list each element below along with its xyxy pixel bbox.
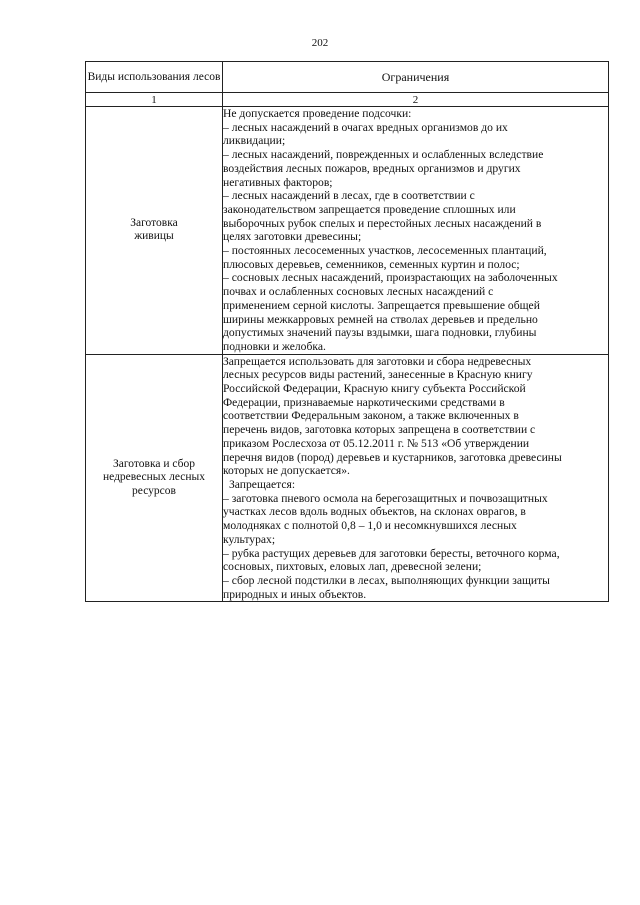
text-line: молодняках с полнотой 0,8 – 1,0 и несомкнувшихся лесных xyxy=(223,519,517,533)
row-label-resin-harvesting xyxy=(86,107,223,355)
text-line: Запрещается использовать для заготовки и сбора недревесных xyxy=(223,354,532,368)
text-line: целях заготовки древесины; xyxy=(223,230,362,244)
row-label-text: Заготовка живицы xyxy=(130,216,178,243)
text-line: участках лесов вдоль водных объектов, на склонах оврагов, в xyxy=(223,505,526,519)
header-restrictions: Ограничения xyxy=(223,62,609,93)
text-line: – рубка растущих деревьев для заготовки бересты, веточного корма, xyxy=(223,546,560,560)
text-line: – лесных насаждений, поврежденных и ослабленных вследствие xyxy=(223,148,544,162)
text-line: лесных ресурсов виды растений, занесенные в Красную книгу xyxy=(223,368,533,382)
text-line: плюсовых деревьев, семенников, семенных куртин и полос; xyxy=(223,257,520,271)
text-line: Не допускается проведение подсочки: xyxy=(223,107,412,120)
text-line: выборочных рубок спелых и перестойных лесных насаждений в xyxy=(223,216,542,230)
text-line: ликвидации; xyxy=(223,134,286,148)
row-label-text: Заготовка и сбор недревесных лесных ресурсов xyxy=(102,457,206,497)
text-line: – сосновых лесных насаждений, произрастающих на заболоченных xyxy=(223,271,558,285)
text-line: воздействия лесных пожаров, вредных организмов и других xyxy=(223,161,521,175)
text-line: – заготовка пневого осмола на берегозащитных и почвозащитных xyxy=(223,491,548,505)
table-row xyxy=(86,354,609,602)
text-line: почвах и ослабленных сосновых лесных насаждений с xyxy=(223,285,494,299)
text-line: – постоянных лесосеменных участков, лесосеменных плантаций, xyxy=(223,244,547,258)
column-number-1: 1 xyxy=(86,93,223,107)
text-line: – лесных насаждений в лесах, где в соответствии с xyxy=(223,189,475,203)
header-forest-use-types: Виды использования лесов xyxy=(86,62,223,93)
text-line: ширины межкарровых ремней на стволах деревьев и предельно xyxy=(223,312,538,326)
text-line: Российской Федерации, Красную книгу субъекта Российской xyxy=(223,382,526,396)
text-line: применением серной кислоты. Запрещается превышение общей xyxy=(223,298,540,312)
table-row xyxy=(86,107,609,355)
text-line: – лесных насаждений в очагах вредных организмов до их xyxy=(223,120,508,134)
row-label-non-timber-resources xyxy=(86,354,223,602)
column-numbers-row xyxy=(86,93,609,107)
text-line: допустимых значений паузы вздымки, шага подновки, глубины xyxy=(223,326,537,340)
text-line: соответствии Федеральным законом, а также включенных в xyxy=(223,409,519,423)
text-line: природных и иных объектов. xyxy=(223,587,367,601)
text-line: Федерации, признаваемые наркотическими средствами в xyxy=(223,395,505,409)
text-line: Запрещается: xyxy=(229,477,296,491)
column-number-2: 2 xyxy=(223,93,609,107)
forest-use-restrictions-table xyxy=(85,61,609,602)
text-line: перечень видов, заготовка которых запрещена в соответствии с xyxy=(223,423,536,437)
text-line: сосновых, пихтовых, еловых лап, древесной зелени; xyxy=(223,560,482,574)
text-line: подновки и желобка. xyxy=(223,339,326,353)
text-line: законодательством запрещается проведение сплошных или xyxy=(223,202,516,216)
text-line: негативных факторов; xyxy=(223,175,333,189)
table-header-row xyxy=(86,62,609,93)
row-restrictions-non-timber xyxy=(223,354,609,602)
page-number: 202 xyxy=(311,37,329,49)
text-line: перечня видов (пород) деревьев и кустарников, заготовка древесины xyxy=(223,450,562,464)
row-restrictions-resin xyxy=(223,107,609,355)
text-line: культурах; xyxy=(223,532,276,546)
text-line: – сбор лесной подстилки в лесах, выполняющих функции защиты xyxy=(223,573,550,587)
text-line: которых не допускается». xyxy=(223,464,350,478)
text-line: приказом Рослесхоза от 05.12.2011 г. № 513 «Об утверждении xyxy=(223,436,530,450)
